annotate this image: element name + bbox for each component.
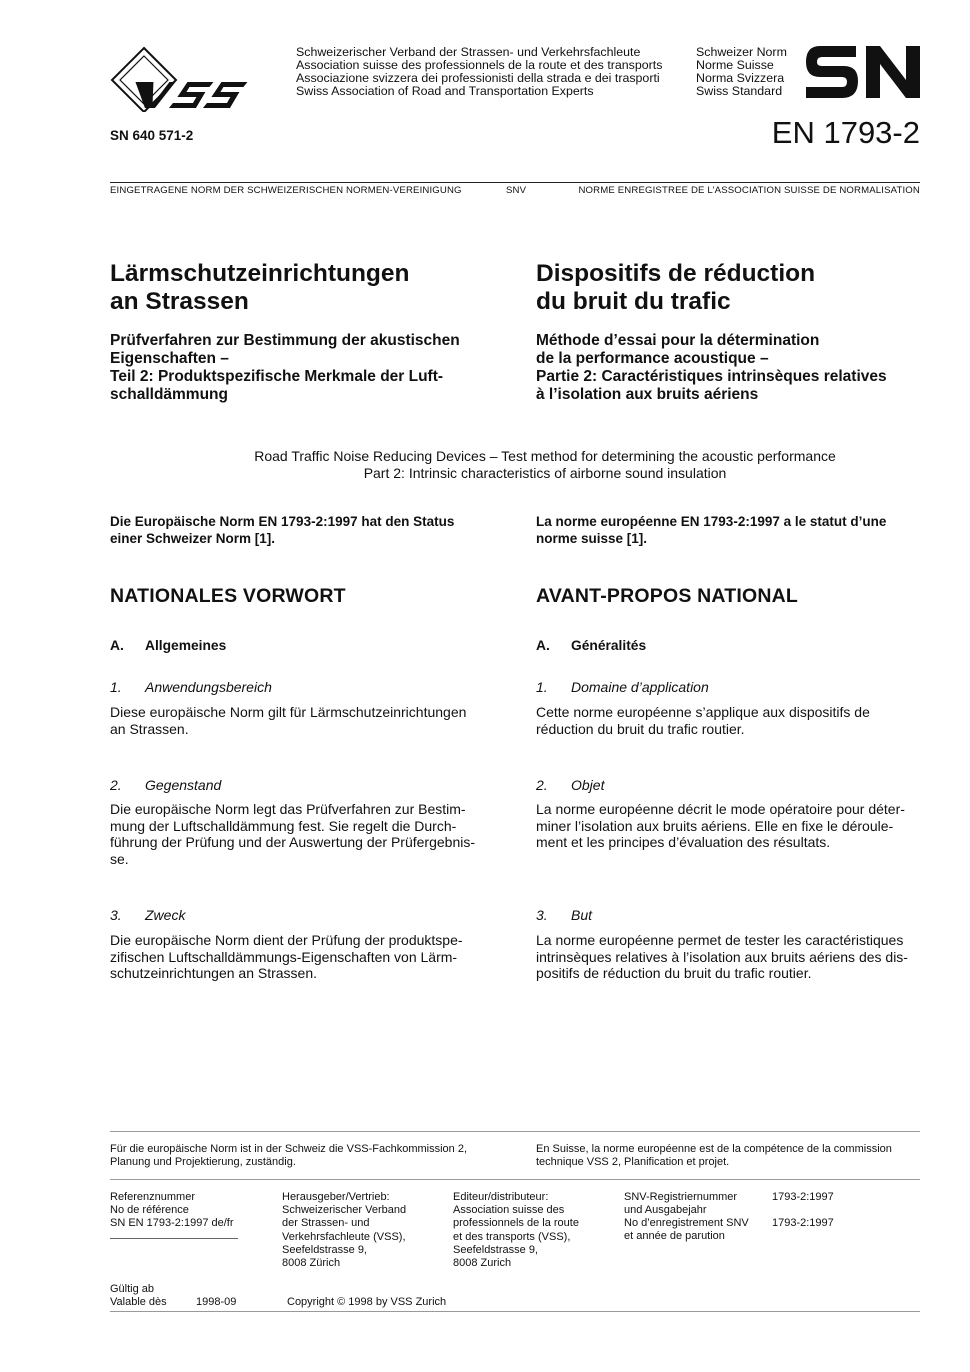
item-1-fr-heading [536, 679, 709, 695]
item-1-fr-line-2: réduction du bruit du trafic routier. [536, 720, 745, 737]
swiss-norm-en: Swiss Standard [696, 84, 783, 98]
item-2-de-text [110, 801, 494, 867]
publisher-fr-line-2: Association suisse des [453, 1204, 565, 1217]
valid-from [110, 1283, 167, 1309]
item-2-fr-title: Objet [571, 777, 605, 793]
section-a-fr-title: Généralités [571, 638, 647, 653]
status-de-line-1: Die Europäische Norm EN 1793-2:1997 hat den Status [110, 514, 455, 529]
snv-registration-de-line-1: SNV-Registriernummer [624, 1191, 738, 1203]
valid-from-de: Gültig ab [110, 1283, 155, 1295]
publisher-de-line-3: der Strassen- und [282, 1217, 370, 1230]
item-2-de-num: 2. [110, 777, 122, 793]
item-1-de-heading [110, 679, 272, 695]
section-a-fr [536, 638, 646, 653]
vss-logo [110, 46, 256, 112]
item-1-fr-text [536, 704, 920, 737]
item-3-de-line-3: schutzeinrichtungen an Strassen. [110, 965, 318, 982]
en-number: EN 1793-2 [771, 115, 920, 150]
title-fr-line-1: Dispositifs de réduction [536, 260, 816, 287]
item-3-de-line-1: Die europäische Norm dient der Prüfung der produktspe- [110, 932, 463, 948]
title-de [110, 260, 510, 404]
reference-underline [110, 1238, 238, 1239]
swiss-norm-labels [696, 46, 787, 98]
item-2-de-line-4: se. [110, 850, 129, 867]
item-2-de-line-2: mung der Luftschalldämmung fest. Sie regelt die Durch- [110, 817, 457, 834]
swiss-norm-de: Schweizer Norm [696, 45, 787, 59]
commission-de-line-1: Für die europäische Norm ist in der Schweiz die VSS-Fachkommission 2, [110, 1143, 468, 1155]
snv-registration-de [624, 1191, 737, 1217]
reference-value: SN EN 1793-2:1997 de/fr [110, 1217, 234, 1230]
item-3-fr-line-3: positifs de réduction du bruit du trafic routier. [536, 965, 812, 982]
commission-fr [536, 1143, 892, 1169]
publisher-fr-line-1: Editeur/distributeur: [453, 1191, 549, 1203]
publisher-de [282, 1191, 406, 1270]
registered-norm-snv: SNV [506, 185, 527, 196]
registered-norm-fr: NORME ENREGISTREE DE L’ASSOCIATION SUISSE DE NORMALISATION [578, 185, 920, 196]
copyright: Copyright © 1998 by VSS Zurich [287, 1296, 447, 1308]
footer-rule-bottom [110, 1311, 920, 1312]
publisher-de-line-6: 8008 Zürich [282, 1257, 341, 1270]
foreword-heading-fr: AVANT-PROPOS NATIONAL [536, 585, 799, 607]
item-1-de-line-1: Diese europäische Norm gilt für Lärmschutzeinrichtungen [110, 704, 467, 720]
subtitle-de-line-3: Teil 2: Produktspezifische Merkmale der Luft- [110, 368, 444, 385]
registered-norm-de: EINGETRAGENE NORM DER SCHWEIZERISCHEN NORMEN-VEREINIGUNG [110, 185, 462, 196]
item-2-de-line-1: Die europäische Norm legt das Prüfverfahren zur Bestim- [110, 801, 466, 817]
item-1-de-title: Anwendungsbereich [145, 679, 272, 695]
publisher-fr [453, 1191, 579, 1270]
title-fr [536, 260, 936, 404]
title-en [60, 448, 970, 482]
item-1-de-line-2: an Strassen. [110, 720, 189, 737]
subtitle-de-line-4: schalldämmung [110, 386, 228, 403]
item-3-fr-heading [536, 907, 592, 923]
footer-rule-top [110, 1131, 920, 1132]
item-3-de-text [110, 932, 494, 982]
item-3-de-line-2: zifischen Luftschalldämmungs-Eigenschaften von Lärm- [110, 948, 458, 965]
valid-from-fr: Valable dès [110, 1296, 167, 1309]
item-3-fr-num: 3. [536, 907, 548, 923]
section-a-de-num: A. [110, 638, 124, 653]
status-fr [536, 514, 926, 547]
item-3-de-title: Zweck [145, 907, 186, 923]
section-a-de-title: Allgemeines [145, 638, 227, 653]
snv-registration-de-line-2: und Ausgabejahr [624, 1204, 707, 1217]
item-1-fr-line-1: Cette norme européenne s’applique aux dispositifs de [536, 704, 870, 720]
item-2-fr-num: 2. [536, 777, 548, 793]
item-2-fr-line-1: La norme européenne décrit le mode opératoire pour déter- [536, 801, 905, 817]
snv-registration-fr-line-1: No d’enregistrement SNV [624, 1217, 749, 1229]
header-rule [110, 182, 920, 183]
association-de: Schweizerischer Verband der Strassen- und Verkehrsfachleute [296, 45, 641, 59]
association-it: Associazione svizzera dei professionisti della strada e dei trasporti [296, 71, 660, 85]
publisher-fr-line-3: professionnels de la route [453, 1217, 579, 1230]
subtitle-fr-line-1: Méthode d’essai pour la détermination [536, 332, 820, 349]
item-2-fr-heading [536, 777, 604, 793]
sn-logo [806, 46, 920, 98]
sn-number: SN 640 571-2 [110, 128, 194, 143]
valid-date: 1998-09 [196, 1296, 237, 1308]
subtitle-fr-line-2: de la performance acoustique – [536, 350, 769, 367]
section-a-fr-num: A. [536, 638, 550, 653]
item-1-de-text [110, 704, 494, 737]
publisher-fr-line-4: et des transports (VSS), [453, 1230, 571, 1243]
subtitle-fr-line-4: à l’isolation aux bruits aériens [536, 386, 759, 403]
publisher-de-line-1: Herausgeber/Vertrieb: [282, 1191, 390, 1203]
title-de-line-2: an Strassen [110, 288, 249, 315]
association-names [296, 46, 662, 98]
commission-fr-line-2: technique VSS 2, Planification et projet. [536, 1156, 730, 1169]
status-de-line-2: einer Schweizer Norm [1]. [110, 530, 276, 546]
item-2-de-line-3: führung der Prüfung und der Auswertung der Prüfergebnis- [110, 834, 476, 851]
status-de [110, 514, 500, 547]
item-3-de-heading [110, 907, 185, 923]
subtitle-de-line-1: Prüfverfahren zur Bestimmung der akustischen [110, 332, 460, 349]
item-3-fr-text [536, 932, 920, 982]
publisher-de-line-4: Verkehrsfachleute (VSS), [282, 1230, 406, 1243]
commission-de [110, 1143, 467, 1169]
item-3-de-num: 3. [110, 907, 122, 923]
snv-registration-de-value: 1793-2:1997 [772, 1191, 834, 1203]
status-fr-line-1: La norme européenne EN 1793-2:1997 a le statut d’une [536, 514, 887, 529]
item-2-fr-line-3: ment et les principes d’évaluation des résultats. [536, 834, 831, 851]
snv-registration-fr-line-2: et année de parution [624, 1230, 725, 1243]
item-2-de-title: Gegenstand [145, 777, 222, 793]
item-3-fr-line-1: La norme européenne permet de tester les caractéristiques [536, 932, 904, 948]
subtitle-fr-line-3: Partie 2: Caractéristiques intrinsèques relatives [536, 368, 887, 385]
swiss-norm-it: Norma Svizzera [696, 71, 785, 85]
reference-label-fr: No de référence [110, 1204, 189, 1217]
title-fr-line-2: du bruit du trafic [536, 288, 731, 315]
snv-registration-fr-value: 1793-2:1997 [772, 1217, 834, 1229]
item-3-fr-title: But [571, 907, 593, 923]
subtitle-de-line-2: Eigenschaften – [110, 350, 229, 367]
publisher-de-line-2: Schweizerischer Verband [282, 1204, 407, 1217]
title-de-line-1: Lärmschutzeinrichtungen [110, 260, 410, 287]
reference-label-de: Referenznummer [110, 1191, 195, 1203]
snv-registration-fr [624, 1217, 749, 1243]
item-2-fr-line-2: miner l’isolation aux bruits aériens. Elle en fixe le déroule- [536, 817, 894, 834]
association-fr: Association suisse des professionnels de la route et des transports [296, 58, 663, 72]
status-fr-line-2: norme suisse [1]. [536, 530, 648, 546]
commission-fr-line-1: En Suisse, la norme européenne est de la compétence de la commission [536, 1143, 892, 1155]
publisher-de-line-5: Seefeldstrasse 9, [282, 1243, 367, 1256]
swiss-norm-fr: Norme Suisse [696, 58, 774, 72]
publisher-fr-line-5: Seefeldstrasse 9, [453, 1243, 538, 1256]
association-en: Swiss Association of Road and Transportation Experts [296, 84, 594, 98]
item-1-de-num: 1. [110, 679, 122, 695]
item-3-fr-line-2: intrinsèques relatives à l’isolation aux bruits aériens des dis- [536, 948, 908, 965]
item-1-fr-title: Domaine d’application [571, 679, 709, 695]
title-en-line-2: Part 2: Intrinsic characteristics of airborne sound insulation [363, 465, 727, 481]
item-2-fr-text [536, 801, 920, 851]
reference-number [110, 1191, 234, 1231]
footer-rule-mid [110, 1179, 920, 1180]
item-1-fr-num: 1. [536, 679, 548, 695]
section-a-de [110, 638, 226, 653]
commission-de-line-2: Planung und Projektierung, zuständig. [110, 1156, 296, 1169]
publisher-fr-line-6: 8008 Zurich [453, 1257, 512, 1270]
item-2-de-heading [110, 777, 221, 793]
foreword-heading-de: NATIONALES VORWORT [110, 585, 346, 607]
title-en-line-1: Road Traffic Noise Reducing Devices – Test method for determining the acoustic performance [254, 448, 836, 464]
